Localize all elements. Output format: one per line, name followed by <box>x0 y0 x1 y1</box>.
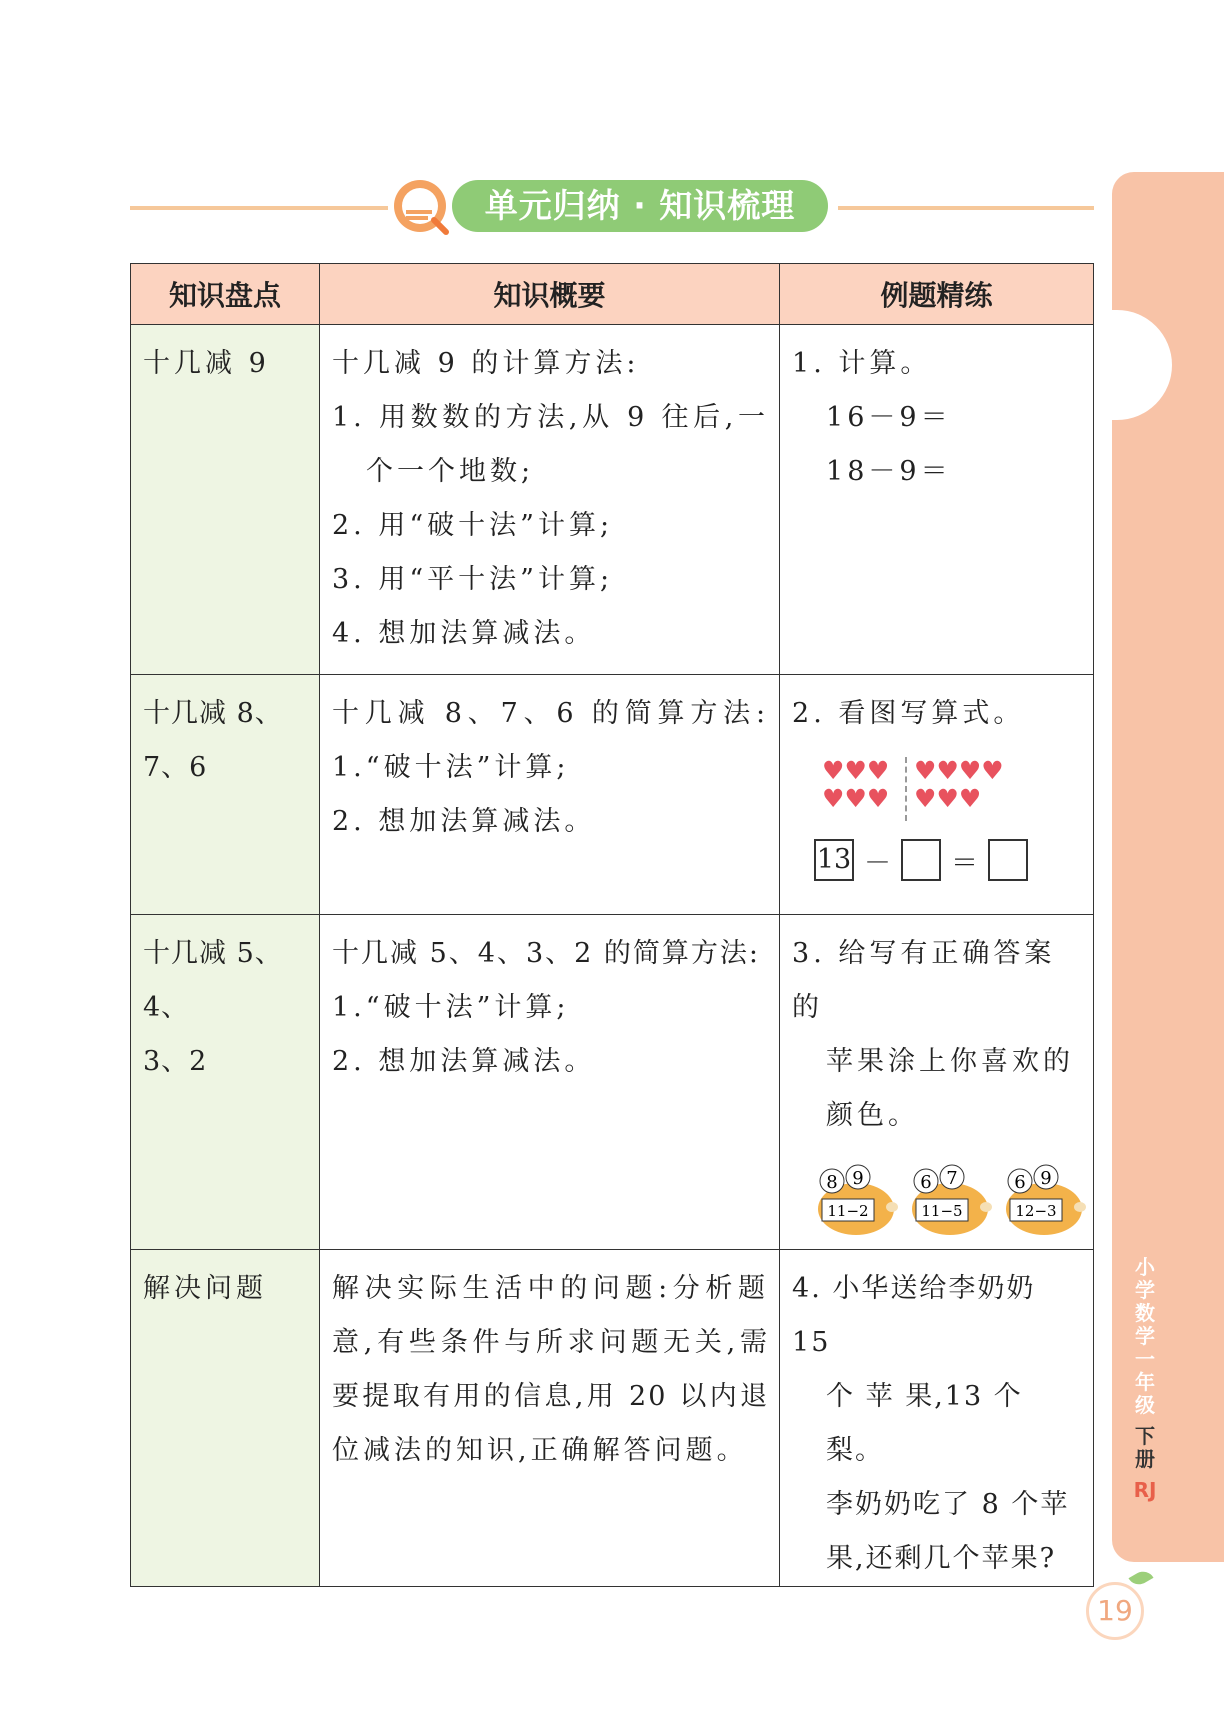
example-cell <box>780 1250 1094 1587</box>
summary-cell <box>320 1250 780 1587</box>
summary-cell <box>320 915 780 1250</box>
summary-line: 1.“破十法”计算; <box>332 752 570 783</box>
summary-line: 十几减 8、7、6 的简算方法: <box>332 698 770 729</box>
page-number: 19 <box>1086 1582 1144 1640</box>
equation-first-box: 13 <box>814 839 854 881</box>
equation <box>814 839 1093 881</box>
side-tab-label <box>1130 1256 1160 1502</box>
apple-expression: 11−5 <box>921 1202 963 1220</box>
summary-line: 个一个地数; <box>366 456 535 487</box>
example-line: 李奶奶吃了 8 个苹 <box>826 1489 1070 1520</box>
hedgehog-apple-icon[interactable] <box>1002 1157 1086 1237</box>
topic-cell <box>131 675 320 915</box>
hedgehog-apple-icon[interactable] <box>814 1157 898 1237</box>
summary-line: 1. 用数数的方法,从 9 往后,一 <box>332 402 770 433</box>
divider-line <box>905 757 907 821</box>
leaf-icon <box>1128 1567 1153 1588</box>
topic-cell <box>131 915 320 1250</box>
equals-sign: ＝ <box>951 847 979 879</box>
summary-cell <box>320 675 780 915</box>
knowledge-table <box>130 263 1094 1587</box>
header-line-right <box>838 206 1094 210</box>
example-cell <box>780 915 1094 1250</box>
minus-sign: － <box>864 847 892 879</box>
topic-cell <box>131 1250 320 1587</box>
example-line: 果,还剩几个苹果? <box>826 1543 1057 1574</box>
answer-box[interactable] <box>988 839 1028 881</box>
topic-text: 3、2 <box>143 1046 208 1077</box>
summary-line: 十几减 5、4、3、2 的简算方法: <box>332 938 760 969</box>
topic-text: 解决问题 <box>143 1273 267 1304</box>
header-line-left <box>130 206 388 210</box>
summary-line: 4. 想加法算减法。 <box>332 618 596 649</box>
example-line: 3. 给写有正确答案的 <box>792 938 1056 1023</box>
heart-row: ♥♥♥♥ <box>914 756 1004 785</box>
header-summary: 知识概要 <box>320 264 780 325</box>
apple-expression: 11−2 <box>827 1202 869 1220</box>
table-header-row <box>131 264 1094 325</box>
apple-number: 6 <box>1014 1172 1026 1193</box>
summary-line: 2. 用“破十法”计算; <box>332 510 614 541</box>
topic-cell <box>131 325 320 675</box>
table-row <box>131 915 1094 1250</box>
summary-line: 位减法的知识,正确解答问题。 <box>332 1435 748 1466</box>
heart-row: ♥♥♥ <box>822 756 890 785</box>
example-line: 苹果涂上你喜欢的 <box>826 1046 1075 1077</box>
hearts-group-right <box>914 757 1004 813</box>
hearts-picture <box>822 757 1042 821</box>
heart-row: ♥♥♥ <box>914 784 982 813</box>
example-line: 4. 小华送给李奶奶 15 <box>792 1273 1036 1358</box>
volume-label: 下册 <box>1135 1424 1155 1471</box>
summary-line: 解决实际生活中的问题:分析题 <box>332 1273 770 1304</box>
topic-text: 十几减 5、4、 <box>143 938 283 1023</box>
table-row <box>131 675 1094 915</box>
summary-line: 2. 想加法算减法。 <box>332 806 596 837</box>
apple-number: 8 <box>826 1172 838 1193</box>
hedgehog-apple-icon[interactable] <box>908 1157 992 1237</box>
apple-number: 7 <box>946 1168 958 1189</box>
header-example: 例题精练 <box>780 264 1094 325</box>
apple-number: 6 <box>920 1172 932 1193</box>
topic-text: 十几减 8、7、6 <box>143 698 283 783</box>
topic-text: 十几减 9 <box>143 348 270 379</box>
table-row <box>131 325 1094 675</box>
example-cell <box>780 675 1094 915</box>
summary-line: 要提取有用的信息,用 20 以内退 <box>332 1381 770 1412</box>
example-line: 个 苹 果,13 个 梨。 <box>826 1381 1023 1466</box>
summary-line: 十几减 9 的计算方法: <box>332 348 640 379</box>
heart-row: ♥♥♥ <box>822 784 890 813</box>
example-line: 2. 看图写算式。 <box>792 698 1025 729</box>
example-line: 18－9＝ <box>826 456 952 487</box>
summary-line: 3. 用“平十法”计算; <box>332 564 614 595</box>
summary-line: 意,有些条件与所求问题无关,需 <box>332 1327 770 1358</box>
answer-box[interactable] <box>901 839 941 881</box>
apple-number: 9 <box>852 1168 864 1189</box>
example-line: 16－9＝ <box>826 402 952 433</box>
example-line: 颜色。 <box>826 1100 920 1131</box>
grade-label: 小学数学 一年级 <box>1135 1255 1155 1417</box>
example-cell <box>780 325 1094 675</box>
hedgehog-apples <box>814 1157 1093 1237</box>
summary-line: 2. 想加法算减法。 <box>332 1046 596 1077</box>
example-line: 1. 计算。 <box>792 348 932 379</box>
edition-label: RJ <box>1133 1478 1157 1502</box>
section-banner: 单元归纳 · 知识梳理 <box>452 180 828 232</box>
summary-cell <box>320 325 780 675</box>
summary-line: 1.“破十法”计算; <box>332 992 570 1023</box>
apple-number: 9 <box>1040 1168 1052 1189</box>
magnifier-icon <box>390 176 452 238</box>
apple-expression: 12−3 <box>1015 1202 1057 1220</box>
hearts-group-left <box>822 757 889 813</box>
table-row <box>131 1250 1094 1587</box>
header-topic: 知识盘点 <box>131 264 320 325</box>
